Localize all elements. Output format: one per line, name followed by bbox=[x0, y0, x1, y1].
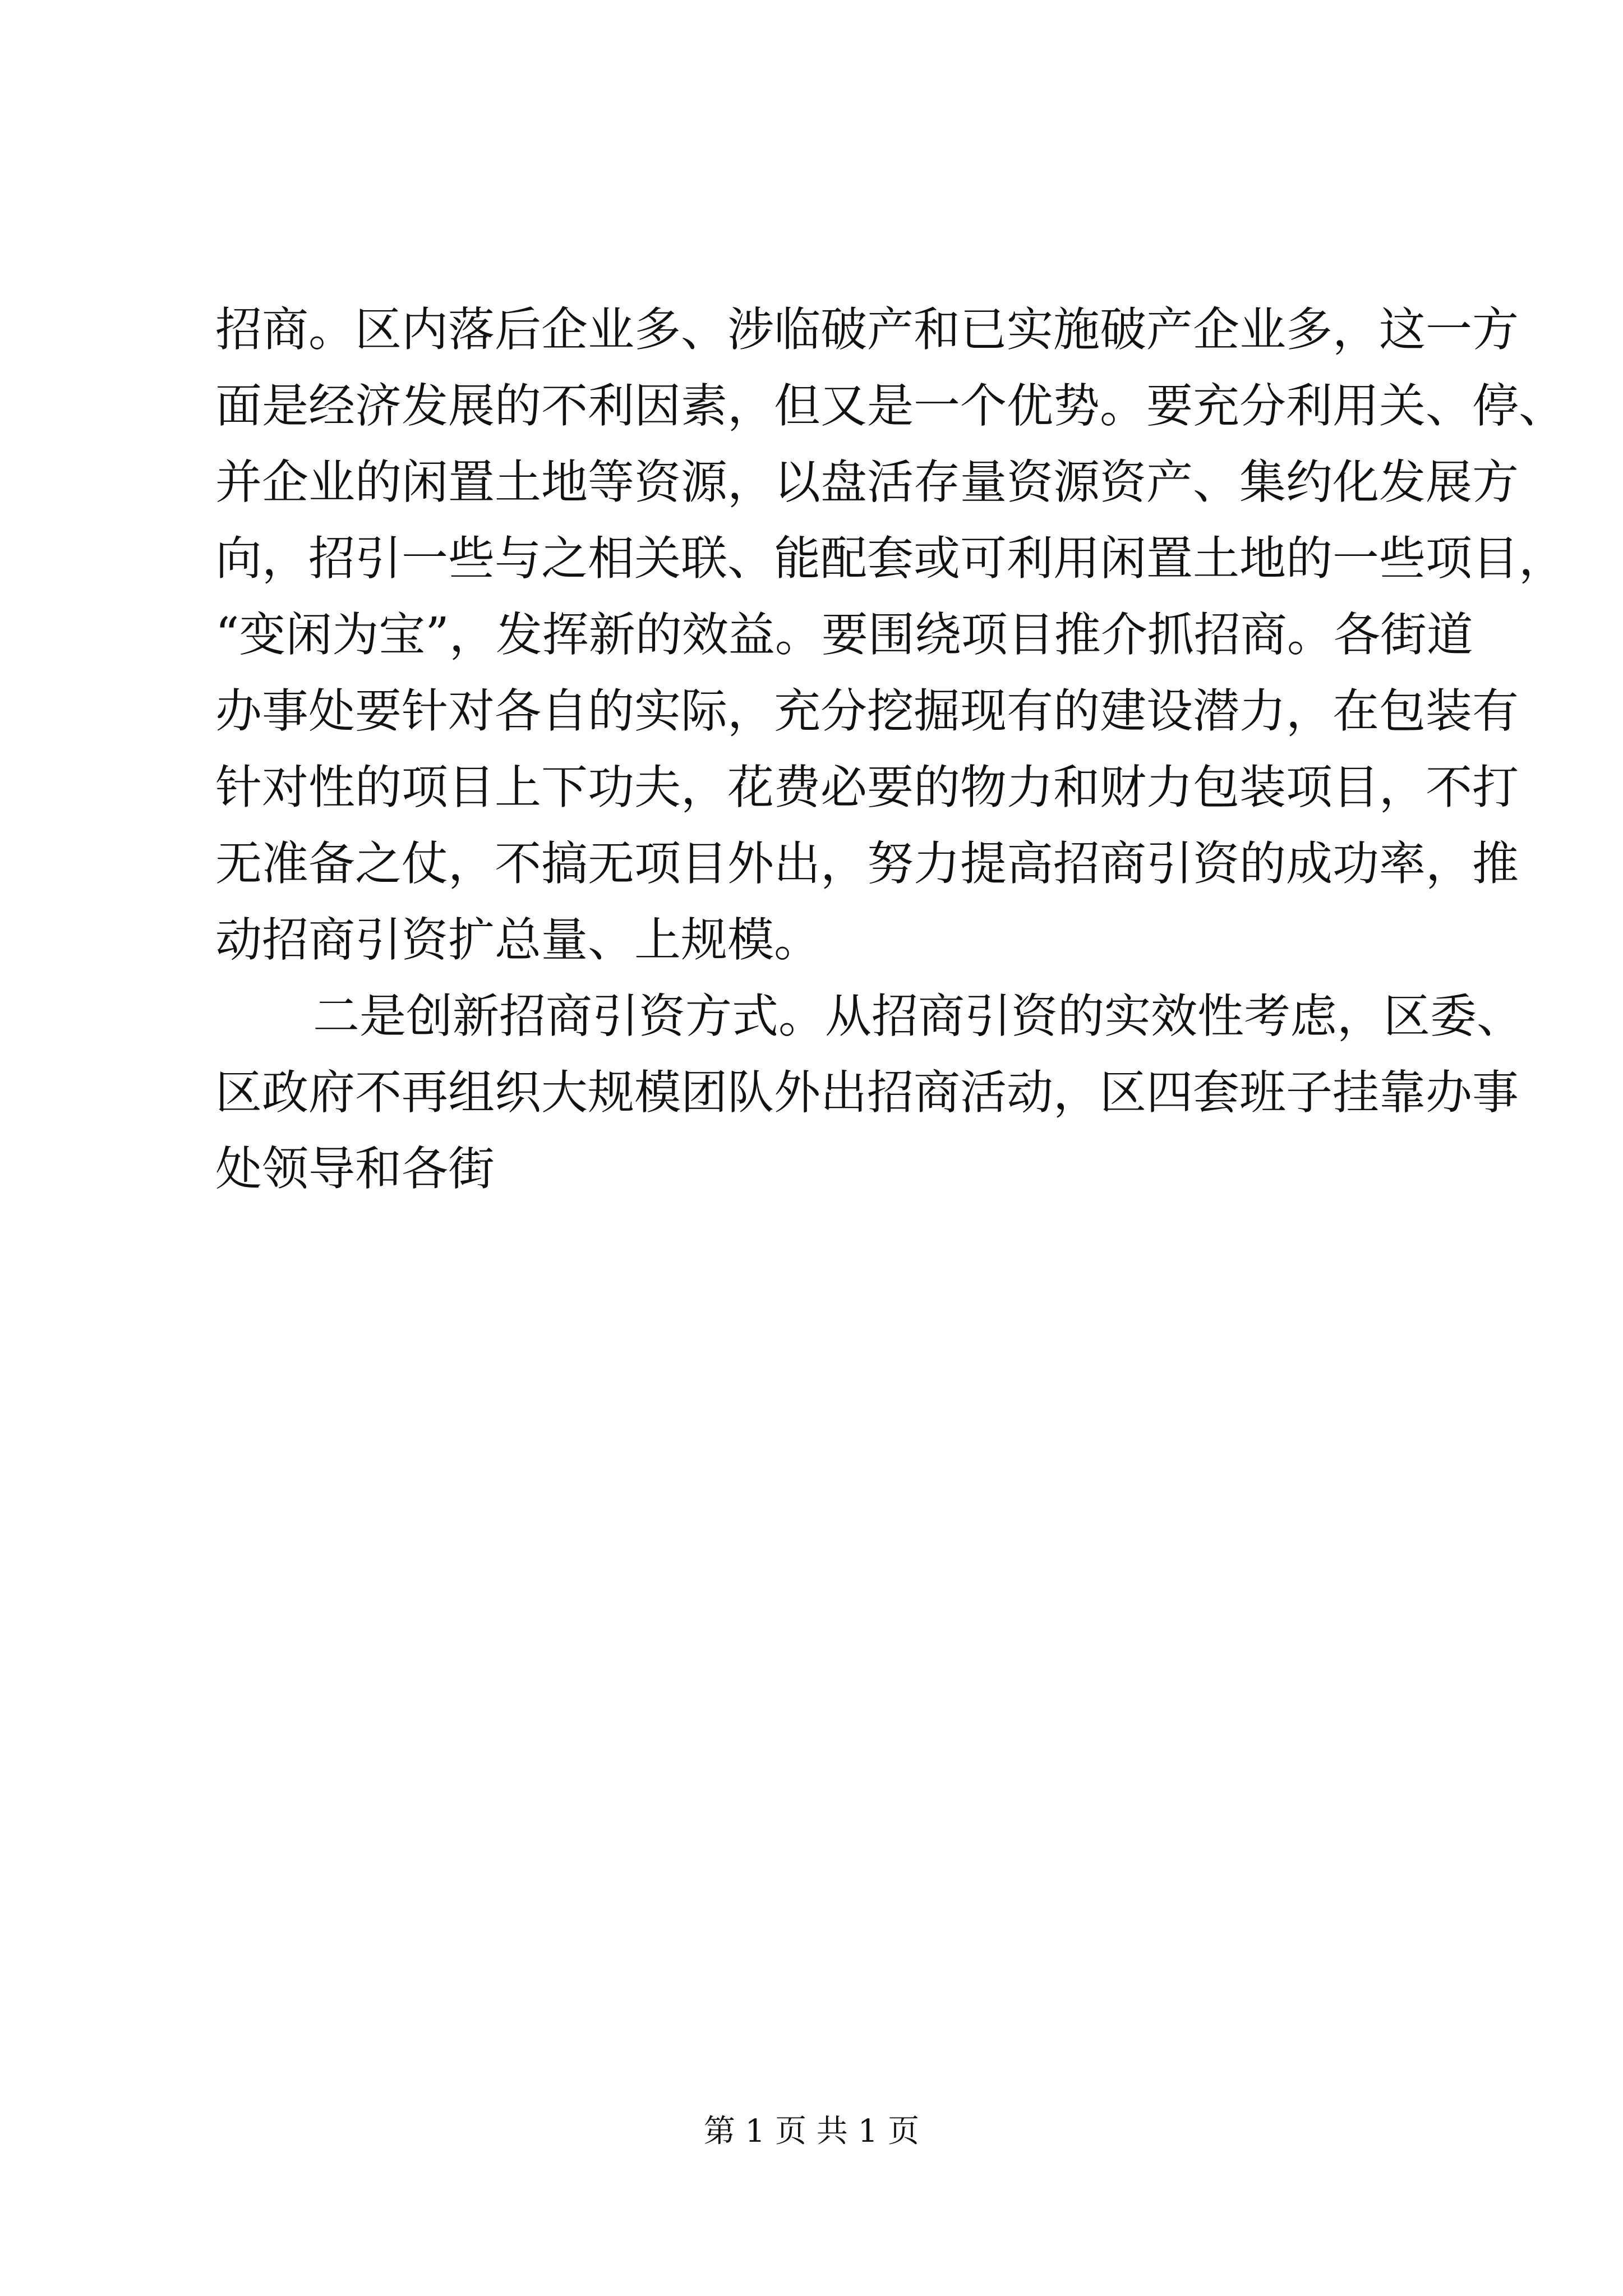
paragraph-2 bbox=[215, 978, 1523, 1207]
text-line: 办事处要针对各自的实际，充分挖掘现有的建设潜力，在包装有 bbox=[215, 684, 1519, 738]
page-number-label: 第 1 页 共 1 页 bbox=[703, 2113, 920, 2150]
text-line: 针对性的项目上下功夫，花费必要的物力和财力包装项目，不打 bbox=[215, 760, 1519, 815]
text-line: 向，招引一些与之相关联、能配套或可利用闲置土地的一些项目， bbox=[215, 531, 1565, 586]
text-line: 无准备之仗，不搞无项目外出，努力提高招商引资的成功率，推 bbox=[215, 836, 1519, 891]
text-line: “变闲为宝”，发挥新的效益。要围绕项目推介抓招商。各街道 bbox=[215, 608, 1473, 662]
text-line: 区政府不再组织大规模团队外出招商活动，区四套班子挂靠办事 bbox=[215, 1065, 1519, 1120]
page-footer bbox=[0, 2109, 1623, 2154]
text-line: 并企业的闲置土地等资源，以盘活存量资源资产、集约化发展方 bbox=[215, 455, 1519, 509]
text-line: 处领导和各街 bbox=[215, 1142, 495, 1196]
document-body bbox=[215, 292, 1565, 1207]
text-line: 面是经济发展的不利因素，但又是一个优势。要充分利用关、停、 bbox=[215, 379, 1565, 433]
text-line: 招商。区内落后企业多、涉临破产和已实施破产企业多，这一方 bbox=[215, 302, 1519, 357]
paragraph-1 bbox=[215, 292, 1565, 978]
text-line: 动招商引资扩总量、上规模。 bbox=[215, 913, 820, 967]
text-line: 二是创新招商引资方式。从招商引资的实效性考虑，区委、 bbox=[313, 989, 1523, 1043]
